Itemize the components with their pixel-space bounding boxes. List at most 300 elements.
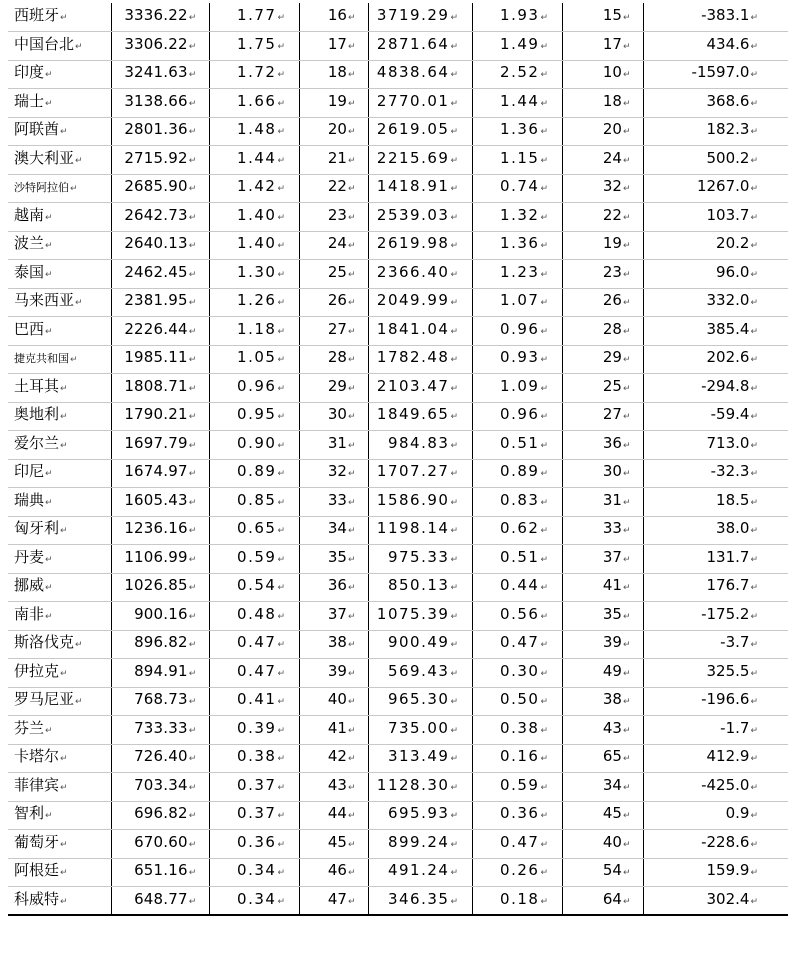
- return-mark-icon: ↵: [622, 697, 631, 708]
- value-cell-b-text: 2871.64: [376, 34, 450, 53]
- return-mark-icon: ↵: [750, 782, 758, 793]
- return-mark-icon: ↵: [450, 326, 460, 337]
- share-cell-a-text: 1.66: [237, 91, 277, 110]
- table-row: [8, 431, 788, 460]
- share-cell-a: [209, 516, 299, 545]
- value-cell-a: [111, 89, 209, 118]
- return-mark-icon: ↵: [70, 354, 78, 365]
- share-cell-a-text: 0.37: [237, 804, 277, 823]
- share-cell-b: [472, 545, 562, 574]
- return-mark-icon: ↵: [622, 754, 631, 765]
- share-cell-b: [472, 374, 562, 403]
- return-mark-icon: ↵: [277, 554, 287, 565]
- rank-cell-a: [299, 858, 368, 887]
- value-cell-a-text: 3336.22: [124, 6, 188, 24]
- country-cell-text: 丹麦: [14, 547, 45, 566]
- rank-cell-a-text: 37: [327, 604, 347, 623]
- country-cell-text: 西班牙: [14, 6, 60, 24]
- rank-cell-a-text: 16: [327, 6, 347, 24]
- rank-cell-a-text: 24: [327, 234, 347, 253]
- value-cell-b: [368, 459, 472, 488]
- share-cell-a-text: 1.42: [237, 177, 277, 196]
- rank-cell-a: [299, 773, 368, 802]
- return-mark-icon: ↵: [750, 611, 758, 622]
- value-cell-b-text: 695.93: [387, 804, 450, 823]
- value-cell-a: [111, 146, 209, 175]
- country-cell: [8, 716, 111, 745]
- return-mark-icon: ↵: [540, 355, 550, 366]
- table-row: [8, 345, 788, 374]
- country-cell-text: 罗马尼亚: [14, 690, 75, 709]
- change-cell: [643, 431, 788, 460]
- share-cell-a-text: 1.77: [237, 6, 277, 24]
- rank-cell-b: [562, 659, 643, 688]
- return-mark-icon: ↵: [277, 668, 287, 679]
- return-mark-icon: ↵: [75, 640, 83, 651]
- value-cell-a: [111, 431, 209, 460]
- rank-cell-b-text: 36: [602, 433, 622, 452]
- change-cell: [643, 374, 788, 403]
- change-cell: [643, 117, 788, 146]
- return-mark-icon: ↵: [60, 13, 68, 23]
- share-cell-a: [209, 744, 299, 773]
- return-mark-icon: ↵: [540, 184, 550, 195]
- return-mark-icon: ↵: [347, 697, 356, 708]
- return-mark-icon: ↵: [450, 526, 460, 537]
- value-cell-a: [111, 374, 209, 403]
- value-cell-a-text: 2462.45: [124, 262, 188, 281]
- change-cell: [643, 146, 788, 175]
- rank-cell-a-text: 31: [327, 433, 347, 452]
- return-mark-icon: ↵: [45, 326, 53, 337]
- return-mark-icon: ↵: [277, 896, 287, 907]
- return-mark-icon: ↵: [450, 269, 460, 280]
- return-mark-icon: ↵: [277, 383, 287, 394]
- value-cell-a-text: 3306.22: [124, 34, 188, 53]
- return-mark-icon: ↵: [188, 298, 197, 309]
- return-mark-icon: ↵: [45, 70, 53, 81]
- rank-cell-a-text: 20: [327, 120, 347, 139]
- share-cell-b-text: 1.32: [500, 205, 540, 224]
- rank-cell-b: [562, 573, 643, 602]
- rank-cell-a-text: 43: [327, 775, 347, 794]
- table-row: [8, 773, 788, 802]
- return-mark-icon: ↵: [540, 583, 550, 594]
- value-cell-b-text: 3719.29: [376, 6, 450, 24]
- value-cell-b-text: 1198.14: [376, 519, 450, 538]
- share-cell-a-text: 0.36: [237, 832, 277, 851]
- country-cell: [8, 203, 111, 232]
- change-cell: [643, 687, 788, 716]
- table-row: [8, 231, 788, 260]
- table-row: [8, 317, 788, 346]
- return-mark-icon: ↵: [622, 184, 631, 195]
- share-cell-b: [472, 89, 562, 118]
- return-mark-icon: ↵: [277, 440, 287, 451]
- return-mark-icon: ↵: [540, 326, 550, 337]
- return-mark-icon: ↵: [277, 583, 287, 594]
- country-cell: [8, 801, 111, 830]
- share-cell-a-text: 0.38: [237, 747, 277, 766]
- return-mark-icon: ↵: [622, 127, 631, 138]
- return-mark-icon: ↵: [750, 212, 758, 223]
- share-cell-b: [472, 32, 562, 61]
- share-cell-b-text: 0.18: [500, 889, 540, 908]
- return-mark-icon: ↵: [622, 839, 631, 850]
- value-cell-b-text: 2539.03: [376, 205, 450, 224]
- value-cell-b: [368, 402, 472, 431]
- return-mark-icon: ↵: [347, 725, 356, 736]
- value-cell-a-text: 2381.95: [124, 291, 188, 310]
- return-mark-icon: ↵: [60, 412, 68, 423]
- return-mark-icon: ↵: [450, 155, 460, 166]
- value-cell-a-text: 2685.90: [124, 177, 188, 196]
- share-cell-a-text: 1.40: [237, 205, 277, 224]
- return-mark-icon: ↵: [60, 526, 68, 537]
- value-cell-a-text: 2640.13: [124, 234, 188, 253]
- country-cell: [8, 260, 111, 289]
- rank-cell-b-text: 18: [602, 91, 622, 110]
- value-cell-a: [111, 203, 209, 232]
- rank-cell-a-text: 46: [327, 861, 347, 880]
- share-cell-b: [472, 117, 562, 146]
- return-mark-icon: ↵: [622, 269, 631, 280]
- return-mark-icon: ↵: [60, 868, 68, 879]
- table-row: [8, 659, 788, 688]
- share-cell-a-text: 0.39: [237, 718, 277, 737]
- return-mark-icon: ↵: [75, 155, 83, 166]
- country-cell-text: 斯洛伐克: [14, 633, 75, 652]
- return-mark-icon: ↵: [277, 811, 287, 822]
- return-mark-icon: ↵: [277, 611, 287, 622]
- rank-cell-a: [299, 716, 368, 745]
- table-row: [8, 374, 788, 403]
- country-cell: [8, 630, 111, 659]
- share-cell-b-text: 2.52: [500, 63, 540, 82]
- value-cell-a-text: 648.77: [134, 889, 188, 908]
- value-cell-a-text: 733.33: [134, 718, 188, 737]
- return-mark-icon: ↵: [450, 98, 460, 109]
- country-cell-text: 阿联酋: [14, 120, 60, 139]
- country-cell-text: 土耳其: [14, 376, 60, 395]
- rank-cell-a-text: 35: [327, 547, 347, 566]
- country-cell-text: 奥地利: [14, 405, 60, 424]
- value-cell-a: [111, 687, 209, 716]
- value-cell-a: [111, 488, 209, 517]
- rank-cell-b: [562, 459, 643, 488]
- rank-cell-b: [562, 317, 643, 346]
- return-mark-icon: ↵: [188, 184, 197, 195]
- value-cell-b-text: 1707.27: [376, 462, 450, 481]
- share-cell-a: [209, 89, 299, 118]
- value-cell-a: [111, 858, 209, 887]
- return-mark-icon: ↵: [540, 611, 550, 622]
- return-mark-icon: ↵: [347, 668, 356, 679]
- country-cell-text: 巴西: [14, 319, 45, 338]
- rank-cell-a: [299, 146, 368, 175]
- return-mark-icon: ↵: [347, 554, 356, 565]
- return-mark-icon: ↵: [450, 212, 460, 223]
- value-cell-a: [111, 32, 209, 61]
- return-mark-icon: ↵: [277, 839, 287, 850]
- share-cell-b-text: 1.93: [500, 6, 540, 24]
- change-cell-text: 176.7: [706, 576, 750, 595]
- country-cell-text: 印度: [14, 63, 45, 82]
- return-mark-icon: ↵: [540, 554, 550, 565]
- rank-cell-b: [562, 203, 643, 232]
- rank-cell-a: [299, 374, 368, 403]
- change-cell-text: 202.6: [706, 348, 750, 367]
- share-cell-a: [209, 630, 299, 659]
- rank-cell-a: [299, 459, 368, 488]
- share-cell-b: [472, 3, 562, 32]
- change-cell: [643, 545, 788, 574]
- change-cell: [643, 32, 788, 61]
- country-cell-text: 智利: [14, 804, 45, 823]
- return-mark-icon: ↵: [622, 212, 631, 223]
- share-cell-a-text: 0.37: [237, 775, 277, 794]
- return-mark-icon: ↵: [45, 269, 53, 280]
- value-cell-a: [111, 260, 209, 289]
- share-cell-b: [472, 573, 562, 602]
- value-cell-a: [111, 402, 209, 431]
- rank-cell-a-text: 30: [327, 405, 347, 424]
- change-cell: [643, 830, 788, 859]
- rank-cell-a-text: 23: [327, 205, 347, 224]
- return-mark-icon: ↵: [750, 70, 758, 81]
- rank-cell-b: [562, 488, 643, 517]
- return-mark-icon: ↵: [277, 868, 287, 879]
- value-cell-a-text: 1605.43: [124, 490, 188, 509]
- share-cell-a-text: 0.65: [237, 519, 277, 538]
- return-mark-icon: ↵: [45, 611, 53, 622]
- return-mark-icon: ↵: [277, 13, 287, 23]
- value-cell-b-text: 2619.98: [376, 234, 450, 253]
- rank-cell-b-text: 43: [602, 718, 622, 737]
- share-cell-b: [472, 488, 562, 517]
- return-mark-icon: ↵: [450, 469, 460, 480]
- share-cell-b-text: 0.51: [500, 547, 540, 566]
- change-cell-text: -1.7: [720, 718, 750, 737]
- return-mark-icon: ↵: [540, 497, 550, 508]
- return-mark-icon: ↵: [347, 782, 356, 793]
- value-cell-b: [368, 317, 472, 346]
- share-cell-b-text: 0.56: [500, 604, 540, 623]
- change-cell-text: 434.6: [706, 34, 750, 53]
- country-cell-text: 卡塔尔: [14, 747, 60, 766]
- share-cell-b-text: 0.74: [500, 177, 540, 196]
- rank-cell-a: [299, 288, 368, 317]
- return-mark-icon: ↵: [622, 640, 631, 651]
- share-cell-a-text: 0.54: [237, 576, 277, 595]
- change-cell: [643, 260, 788, 289]
- rank-cell-a: [299, 402, 368, 431]
- return-mark-icon: ↵: [540, 98, 550, 109]
- return-mark-icon: ↵: [347, 127, 356, 138]
- rank-cell-a: [299, 117, 368, 146]
- value-cell-b-text: 2619.05: [376, 120, 450, 139]
- value-cell-b-text: 1128.30: [376, 775, 450, 794]
- return-mark-icon: ↵: [540, 697, 550, 708]
- rank-cell-b-text: 38: [602, 690, 622, 709]
- value-cell-b: [368, 801, 472, 830]
- return-mark-icon: ↵: [622, 896, 631, 907]
- share-cell-b-text: 0.38: [500, 718, 540, 737]
- return-mark-icon: ↵: [622, 611, 631, 622]
- return-mark-icon: ↵: [622, 355, 631, 366]
- share-cell-b-text: 1.23: [500, 262, 540, 281]
- value-cell-b-text: 1782.48: [376, 348, 450, 367]
- country-cell: [8, 545, 111, 574]
- return-mark-icon: ↵: [450, 70, 460, 81]
- return-mark-icon: ↵: [622, 725, 631, 736]
- rank-cell-b: [562, 288, 643, 317]
- share-cell-a: [209, 3, 299, 32]
- share-cell-b-text: 1.36: [500, 120, 540, 139]
- share-cell-a-text: 0.89: [237, 462, 277, 481]
- return-mark-icon: ↵: [540, 526, 550, 537]
- value-cell-a: [111, 830, 209, 859]
- change-cell: [643, 887, 788, 916]
- value-cell-a-text: 2642.73: [124, 205, 188, 224]
- return-mark-icon: ↵: [750, 13, 758, 23]
- rank-cell-b-text: 54: [602, 861, 622, 880]
- return-mark-icon: ↵: [277, 326, 287, 337]
- rank-cell-a: [299, 573, 368, 602]
- country-cell-text: 泰国: [14, 262, 45, 281]
- return-mark-icon: ↵: [347, 13, 356, 23]
- return-mark-icon: ↵: [622, 497, 631, 508]
- share-cell-b: [472, 630, 562, 659]
- change-cell: [643, 488, 788, 517]
- rank-cell-a: [299, 602, 368, 631]
- return-mark-icon: ↵: [75, 41, 83, 52]
- value-cell-b-text: 2103.47: [376, 376, 450, 395]
- country-cell: [8, 174, 111, 203]
- value-cell-a-text: 2801.36: [124, 120, 188, 139]
- return-mark-icon: ↵: [622, 554, 631, 565]
- country-cell: [8, 858, 111, 887]
- return-mark-icon: ↵: [188, 412, 197, 423]
- return-mark-icon: ↵: [540, 640, 550, 651]
- country-cell: [8, 830, 111, 859]
- value-cell-b: [368, 488, 472, 517]
- return-mark-icon: ↵: [188, 811, 197, 822]
- rank-cell-a: [299, 516, 368, 545]
- value-cell-b-text: 1418.91: [376, 177, 450, 196]
- return-mark-icon: ↵: [622, 526, 631, 537]
- return-mark-icon: ↵: [540, 241, 550, 252]
- rank-cell-b: [562, 887, 643, 916]
- return-mark-icon: ↵: [347, 811, 356, 822]
- share-cell-b: [472, 858, 562, 887]
- return-mark-icon: ↵: [450, 754, 460, 765]
- return-mark-icon: ↵: [450, 811, 460, 822]
- rank-cell-b-text: 30: [602, 462, 622, 481]
- rank-cell-a: [299, 345, 368, 374]
- value-cell-b-text: 1075.39: [376, 604, 450, 623]
- return-mark-icon: ↵: [277, 412, 287, 423]
- change-cell-text: 412.9: [706, 747, 750, 766]
- return-mark-icon: ↵: [750, 896, 758, 907]
- share-cell-b-text: 0.59: [500, 775, 540, 794]
- return-mark-icon: ↵: [188, 725, 197, 736]
- country-cell-text: 匈牙利: [14, 519, 60, 538]
- return-mark-icon: ↵: [450, 127, 460, 138]
- rank-cell-b-text: 33: [602, 519, 622, 538]
- rank-cell-b-text: 64: [602, 889, 622, 908]
- rank-cell-b: [562, 174, 643, 203]
- value-cell-b-text: 1841.04: [376, 319, 450, 338]
- country-cell-text: 南非: [14, 604, 45, 623]
- return-mark-icon: ↵: [188, 383, 197, 394]
- return-mark-icon: ↵: [45, 554, 53, 565]
- country-cell-text: 越南: [14, 205, 45, 224]
- return-mark-icon: ↵: [188, 41, 197, 52]
- share-cell-b-text: 0.51: [500, 433, 540, 452]
- value-cell-a: [111, 801, 209, 830]
- return-mark-icon: ↵: [622, 412, 631, 423]
- return-mark-icon: ↵: [540, 127, 550, 138]
- return-mark-icon: ↵: [750, 241, 758, 252]
- value-cell-a-text: 894.91: [134, 661, 188, 680]
- rank-cell-b-text: 23: [602, 262, 622, 281]
- return-mark-icon: ↵: [60, 668, 68, 679]
- country-cell-text: 科威特: [14, 889, 60, 908]
- share-cell-a-text: 1.44: [237, 148, 277, 167]
- value-cell-a-text: 651.16: [134, 861, 188, 880]
- change-cell: [643, 89, 788, 118]
- country-cell: [8, 773, 111, 802]
- share-cell-b: [472, 716, 562, 745]
- rank-cell-b: [562, 773, 643, 802]
- return-mark-icon: ↵: [277, 127, 287, 138]
- value-cell-b: [368, 374, 472, 403]
- rank-cell-a-text: 45: [327, 832, 347, 851]
- return-mark-icon: ↵: [750, 583, 758, 594]
- table-row: [8, 516, 788, 545]
- share-cell-a-text: 1.30: [237, 262, 277, 281]
- change-cell: [643, 801, 788, 830]
- rank-cell-a-text: 19: [327, 91, 347, 110]
- return-mark-icon: ↵: [450, 241, 460, 252]
- rank-cell-b-text: 65: [602, 747, 622, 766]
- return-mark-icon: ↵: [540, 155, 550, 166]
- value-cell-b-text: 984.83: [387, 433, 450, 452]
- return-mark-icon: ↵: [277, 640, 287, 651]
- change-cell: [643, 231, 788, 260]
- rank-cell-a: [299, 32, 368, 61]
- share-cell-a: [209, 402, 299, 431]
- table-row: [8, 260, 788, 289]
- return-mark-icon: ↵: [540, 811, 550, 822]
- return-mark-icon: ↵: [347, 298, 356, 309]
- return-mark-icon: ↵: [188, 697, 197, 708]
- country-cell-text: 爱尔兰: [14, 433, 60, 452]
- return-mark-icon: ↵: [450, 697, 460, 708]
- share-cell-a: [209, 32, 299, 61]
- share-cell-b-text: 1.15: [500, 148, 540, 167]
- return-mark-icon: ↵: [45, 469, 53, 480]
- return-mark-icon: ↵: [45, 583, 53, 594]
- table-row: [8, 858, 788, 887]
- rank-cell-b: [562, 3, 643, 32]
- return-mark-icon: ↵: [347, 611, 356, 622]
- return-mark-icon: ↵: [70, 183, 78, 194]
- rank-cell-b-text: 39: [602, 633, 622, 652]
- share-cell-b-text: 0.47: [500, 633, 540, 652]
- rank-cell-a: [299, 545, 368, 574]
